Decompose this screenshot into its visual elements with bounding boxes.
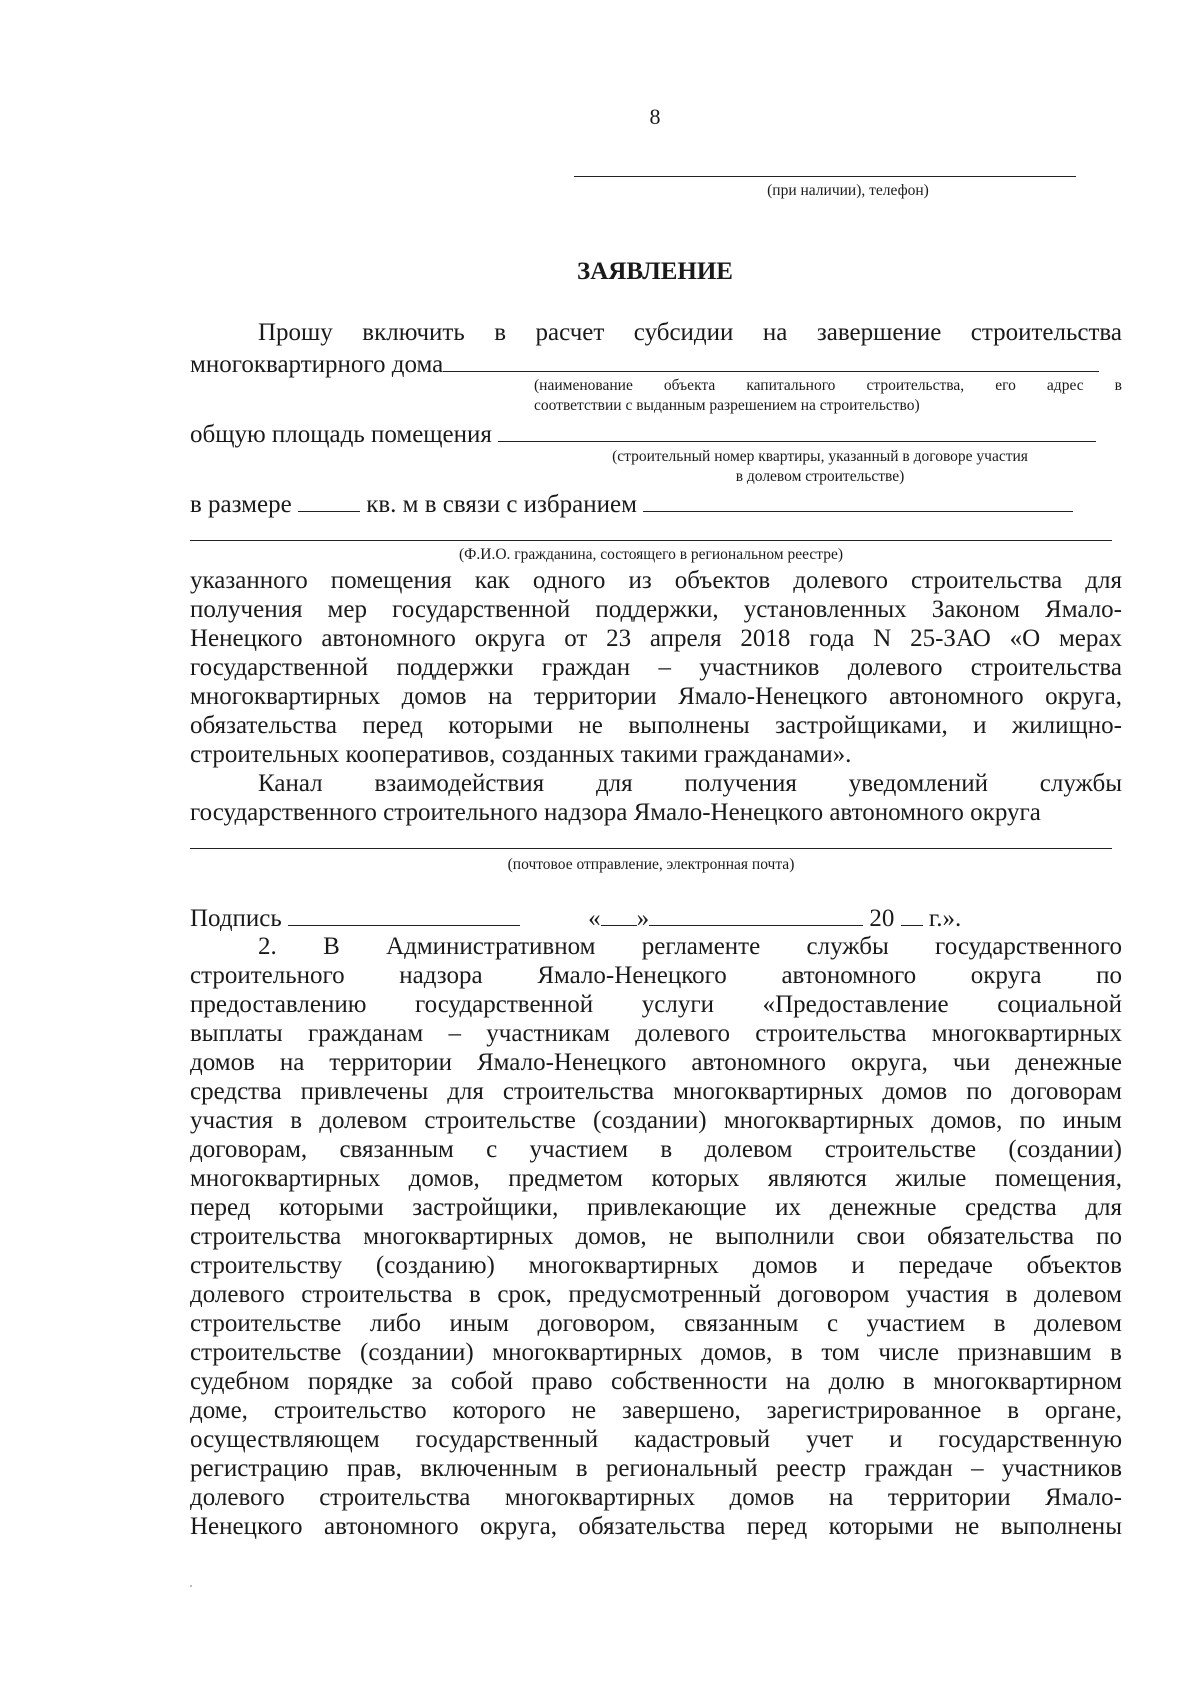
- paragraph2-line: домов на территории Ямало-Ненецкого автономного округа, чьи денежные: [190, 1049, 1122, 1076]
- year-suffix: г.».: [928, 905, 962, 932]
- request-line-2: [190, 350, 1122, 379]
- size-label: в размере: [190, 491, 292, 518]
- channel-line-1: Канал взаимодействия для получения уведомлений службы: [258, 770, 1122, 797]
- quote-open: «: [588, 905, 601, 932]
- channel-field: [190, 848, 1112, 849]
- channel-line-2: государственного строительного надзора Ямало-Ненецкого автономного округа: [190, 799, 1041, 826]
- size-field: [298, 490, 360, 512]
- quote-close: »: [636, 905, 650, 932]
- paragraph2-line: 2. В Административном регламенте службы государственного: [258, 933, 1122, 960]
- month-field: [649, 904, 863, 926]
- scan-speck: [190, 1585, 192, 1587]
- paragraph1-line: многоквартирных домов на территории Ямало-Ненецкого автономного округа,: [190, 683, 1122, 710]
- paragraph2-line: многоквартирных домов, предметом которых являются жилые помещения,: [190, 1165, 1122, 1192]
- signature-field-line: [574, 176, 1076, 177]
- signature-line: [190, 904, 1122, 933]
- year-field: [901, 904, 923, 926]
- request-line-2-text: многоквартирного дома: [190, 351, 444, 378]
- chosen-field: [643, 490, 1073, 512]
- document-title: ЗАЯВЛЕНИЕ: [577, 258, 733, 285]
- paragraph2-line: регистрацию прав, включенным в региональный реестр граждан – участников: [190, 1455, 1122, 1482]
- paragraph2-line: осуществляющем государственный кадастровый учет и государственную: [190, 1426, 1122, 1453]
- citizen-name-caption: (Ф.И.О. гражданина, состоящего в региональном реестре): [458, 546, 844, 563]
- signature-field: [288, 904, 520, 926]
- citizen-name-field: [190, 540, 1112, 541]
- object-name-field: [443, 350, 1099, 372]
- size-unit: кв. м в связи с избранием: [366, 491, 637, 518]
- paragraph1-line: государственной поддержки граждан – участников долевого строительства: [190, 654, 1122, 681]
- paragraph1-line: указанного помещения как одного из объектов долевого строительства для: [190, 567, 1122, 594]
- paragraph2-line: строительства многоквартирных домов, не выполнили свои обязательства по: [190, 1223, 1122, 1250]
- paragraph1-line: строительных кооперативов, созданных такими гражданами».: [190, 741, 852, 768]
- day-field: [601, 904, 637, 926]
- paragraph1-line: получения мер государственной поддержки, установленных Законом Ямало-: [190, 596, 1122, 623]
- contact-caption: (при наличии), телефон): [767, 182, 929, 199]
- page-number: 8: [649, 104, 661, 129]
- signature-label: Подпись: [190, 905, 282, 932]
- apartment-caption-2: в долевом строительстве): [735, 468, 905, 485]
- object-name-caption-2: соответствии с выданным разрешением на строительство): [534, 397, 920, 414]
- paragraph2-line: Ненецкого автономного округа, обязательства перед которыми не выполнены: [190, 1513, 1122, 1540]
- paragraph1-line: Ненецкого автономного округа от 23 апреля 2018 года N 25-ЗАО «О мерах: [190, 625, 1122, 652]
- area-field: [498, 420, 1096, 442]
- paragraph2-line: участия в долевом строительстве (создании) многоквартирных домов, по иным: [190, 1107, 1122, 1134]
- channel-caption: (почтовое отправление, электронная почта): [507, 856, 795, 873]
- request-line-1: Прошу включить в расчет субсидии на завершение строительства: [258, 319, 1122, 346]
- paragraph2-line: строительстве (создании) многоквартирных домов, в том числе признавшим в: [190, 1339, 1122, 1366]
- paragraph1-line: обязательства перед которыми не выполнены застройщиками, и жилищно-: [190, 712, 1122, 739]
- paragraph2-line: предоставлению государственной услуги «Предоставление социальной: [190, 991, 1122, 1018]
- paragraph2-line: договорам, связанным с участием в долевом строительстве (создании): [190, 1136, 1122, 1163]
- paragraph2-line: выплаты гражданам – участникам долевого строительства многоквартирных: [190, 1020, 1122, 1047]
- year-prefix: 20: [869, 905, 895, 932]
- request-line-4: [190, 490, 1122, 519]
- paragraph2-line: строительству (созданию) многоквартирных домов и передаче объектов: [190, 1252, 1122, 1279]
- paragraph2-line: доме, строительство которого не завершено, зарегистрированное в органе,: [190, 1397, 1122, 1424]
- paragraph2-line: строительстве либо иным договором, связанным с участием в долевом: [190, 1310, 1122, 1337]
- paragraph2-line: перед которыми застройщики, привлекающие их денежные средства для: [190, 1194, 1122, 1221]
- object-name-caption-1: (наименование объекта капитального строительства, его адрес в: [534, 377, 1122, 394]
- request-line-3: [190, 420, 1122, 449]
- paragraph2-line: долевого строительства в срок, предусмотренный договором участия в долевом: [190, 1281, 1122, 1308]
- paragraph2-line: средства привлечены для строительства многоквартирных домов по договорам: [190, 1078, 1122, 1105]
- request-line-3-text: общую площадь помещения: [190, 421, 492, 448]
- paragraph2-line: долевого строительства многоквартирных домов на территории Ямало-: [190, 1484, 1122, 1511]
- paragraph2-line: судебном порядке за собой право собственности на долю в многоквартирном: [190, 1368, 1122, 1395]
- paragraph2-line: строительного надзора Ямало-Ненецкого автономного округа по: [190, 962, 1122, 989]
- apartment-caption-1: (строительный номер квартиры, указанный в договоре участия: [612, 448, 1028, 465]
